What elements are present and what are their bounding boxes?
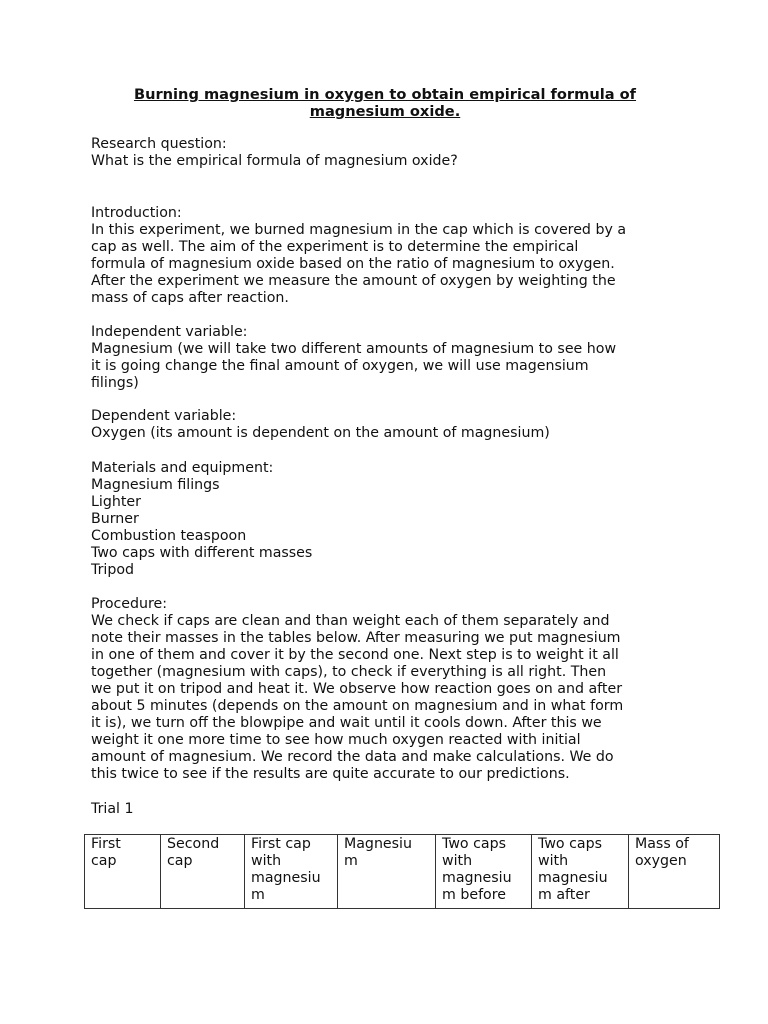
header-second-cap [161,835,245,909]
header-first-cap [85,835,161,909]
paragraph-line: After the experiment we measure the amount of oxygen by weighting the [91,273,616,289]
paragraph-line: cap as well. The aim of the experiment is to determine the empirical [91,239,579,255]
section-heading: Procedure: [91,596,168,612]
section-heading: Materials and equipment: [91,460,274,476]
paragraph-line: We check if caps are clean and than weight each of them separately and [91,613,610,629]
header-two-caps-after [532,835,629,909]
paragraph-line: together (magnesium with caps), to check if everything is all right. Then [91,664,607,680]
materials-section [91,460,691,579]
header-text: m after [538,887,590,903]
header-text: with [538,853,569,869]
procedure-section [91,596,691,783]
trial-1-section [91,801,691,818]
header-text: cap [167,853,193,869]
paragraph-line: it is), we turn off the blowpipe and wait until it cools down. After this we [91,715,602,731]
document-title [90,86,680,120]
introduction-section [91,205,691,307]
header-text: Magnesiu [344,836,412,852]
paragraph-line: What is the empirical formula of magnesium oxide? [91,153,458,169]
header-first-cap-with-magnesium [245,835,338,909]
material-item: Magnesium filings [91,477,220,493]
paragraph-line: formula of magnesium oxide based on the ratio of magnesium to oxygen. [91,256,615,272]
header-two-caps-before [436,835,532,909]
trial-label: Trial 1 [91,801,134,817]
paragraph-line: about 5 minutes (depends on the amount on magnesium and in what form [91,698,624,714]
header-text: Second [167,836,220,852]
header-text: Mass of [635,836,689,852]
material-item: Tripod [91,562,135,578]
paragraph-line: filings) [91,375,139,391]
paragraph-line: this twice to see if the results are quite accurate to our predictions. [91,766,570,782]
header-text: Two caps [442,836,507,852]
section-heading: Introduction: [91,205,182,221]
header-text: magnesiu [538,870,608,886]
table-header-row [85,835,720,909]
header-text: with [442,853,473,869]
material-item: Combustion teaspoon [91,528,247,544]
paragraph-line: In this experiment, we burned magnesium in the cap which is covered by a [91,222,627,238]
independent-variable-section [91,324,691,392]
title-line: magnesium oxide. [309,103,461,120]
paragraph-line: amount of magnesium. We record the data and make calculations. We do [91,749,614,765]
header-text: Two caps [538,836,603,852]
section-heading: Independent variable: [91,324,248,340]
header-text: oxygen [635,853,687,869]
material-item: Two caps with different masses [91,545,313,561]
header-text: cap [91,853,117,869]
trial-1-table [84,834,720,909]
header-magnesium [338,835,436,909]
material-item: Burner [91,511,139,527]
header-text: with [251,853,282,869]
header-text: m [251,887,265,903]
paragraph-line: Oxygen (its amount is dependent on the amount of magnesium) [91,425,550,441]
header-text: First [91,836,121,852]
material-item: Lighter [91,494,141,510]
research-question-section [91,136,691,170]
paragraph-line: weight it one more time to see how much oxygen reacted with initial [91,732,581,748]
header-text: m [344,853,358,869]
paragraph-line: we put it on tripod and heat it. We observe how reaction goes on and after [91,681,623,697]
section-heading: Dependent variable: [91,408,237,424]
header-text: First cap [251,836,311,852]
header-mass-of-oxygen [629,835,720,909]
section-heading: Research question: [91,136,227,152]
paragraph-line: note their masses in the tables below. After measuring we put magnesium [91,630,621,646]
paragraph-line: in one of them and cover it by the second one. Next step is to weight it all [91,647,619,663]
header-text: m before [442,887,506,903]
dependent-variable-section [91,408,691,442]
title-line: Burning magnesium in oxygen to obtain empirical formula of [133,86,637,103]
header-text: magnesiu [442,870,512,886]
paragraph-line: mass of caps after reaction. [91,290,289,306]
header-text: magnesiu [251,870,321,886]
paragraph-line: Magnesium (we will take two different amounts of magnesium to see how [91,341,617,357]
paragraph-line: it is going change the final amount of oxygen, we will use magensium [91,358,589,374]
